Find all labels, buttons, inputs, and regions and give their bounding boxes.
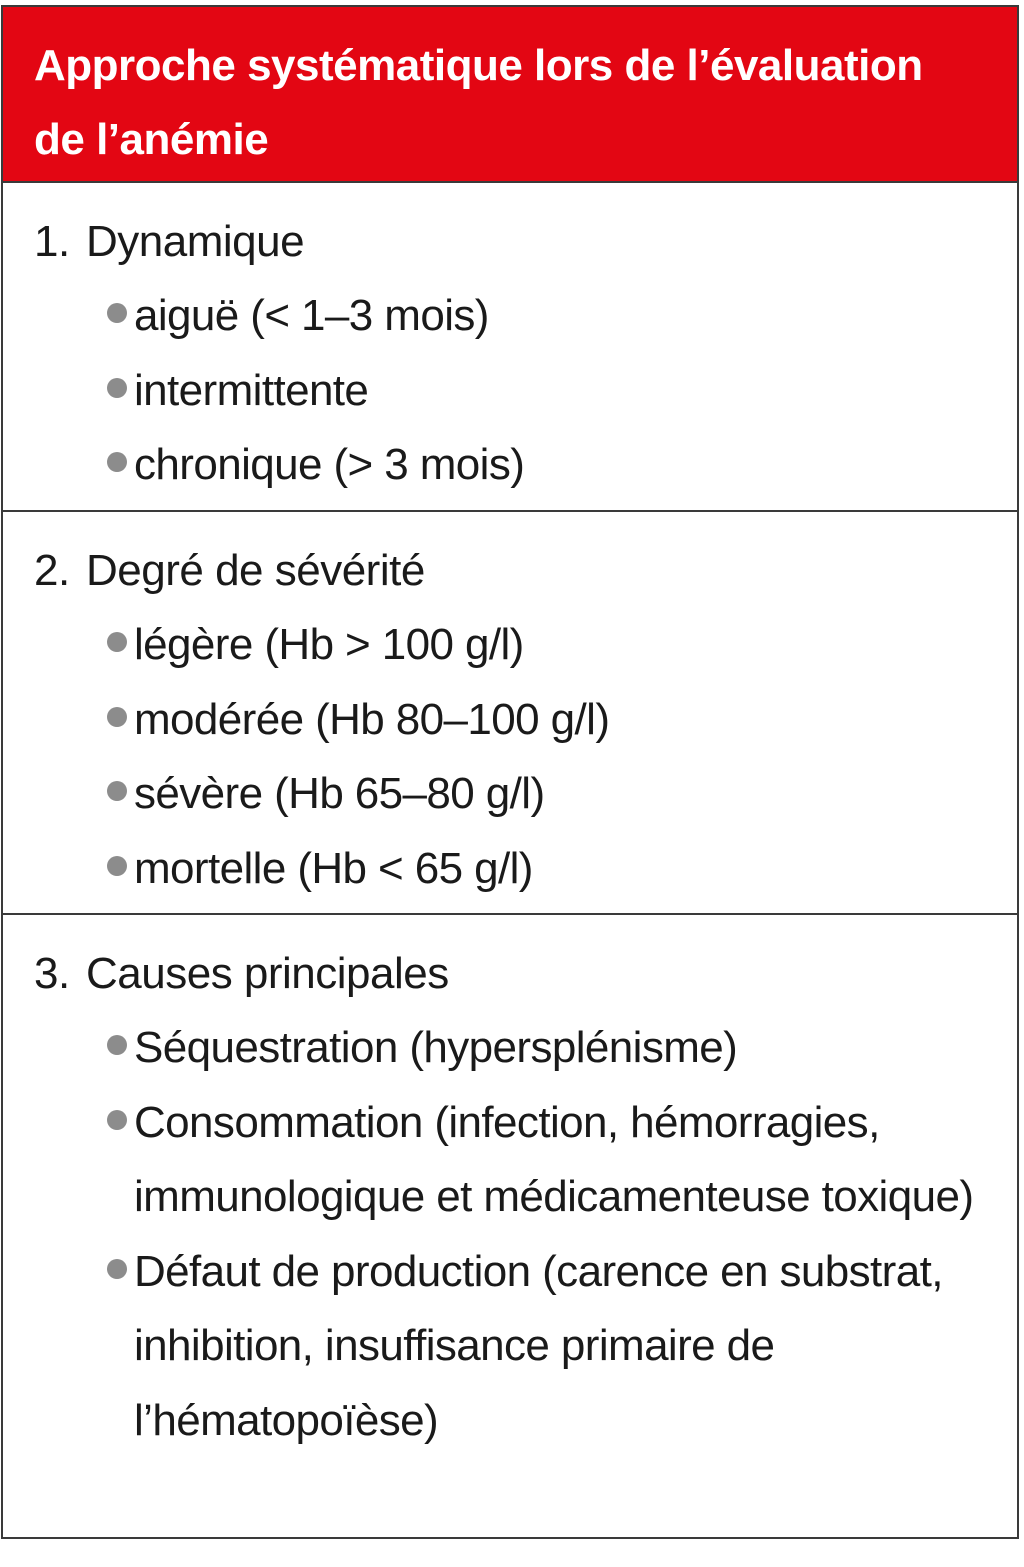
section-label: Degré de sévérité — [86, 546, 425, 595]
section-severite — [3, 512, 1017, 915]
list-item-text: modérée (Hb 80–100 g/l) — [134, 694, 610, 744]
list-item-text: chronique (> 3 mois) — [134, 440, 525, 489]
bullet-icon — [107, 632, 127, 652]
section-number: 3. — [34, 949, 70, 998]
section-title — [34, 937, 449, 1011]
list-item-text: mortelle (Hb < 65 g/l) — [134, 843, 533, 893]
list-item — [3, 608, 1017, 683]
list-item-text: Séquestration (hypersplénisme) — [134, 1023, 738, 1072]
bullet-icon — [107, 1110, 127, 1130]
bullet-icon — [107, 707, 127, 727]
bullet-icon — [107, 856, 127, 876]
bullet-icon — [107, 1259, 127, 1279]
table-header — [3, 7, 1017, 183]
list-item — [3, 428, 1017, 503]
bullet-icon — [107, 452, 127, 472]
list-item — [3, 279, 1017, 354]
list-item-text: légère (Hb > 100 g/l) — [134, 620, 524, 669]
list-item — [3, 1235, 1017, 1459]
list-item-text: sévère (Hb 65–80 g/l) — [134, 769, 545, 818]
list-item-text: intermittente — [134, 365, 369, 415]
bullet-list — [3, 279, 1017, 503]
list-item — [3, 1086, 1017, 1235]
section-dynamique — [3, 183, 1017, 512]
section-label: Dynamique — [86, 217, 305, 266]
info-table — [1, 5, 1019, 1539]
table-title: Approche systématique lors de l’évaluation de l’anémie — [34, 41, 923, 164]
bullet-list — [3, 1011, 1017, 1458]
list-item — [3, 832, 1017, 907]
bullet-icon — [107, 303, 127, 323]
list-item-text: Défaut de production (carence en substrat, inhibition, insuffisance primaire de l’hématopoïèse) — [134, 1246, 943, 1445]
list-item — [3, 1011, 1017, 1086]
section-label: Causes principales — [86, 949, 449, 998]
bullet-icon — [107, 378, 127, 398]
bullet-list — [3, 608, 1017, 906]
list-item-text: Consommation (infection, hémorragies, immunologique et médicamenteuse toxique) — [134, 1097, 974, 1221]
list-item — [3, 757, 1017, 832]
bullet-icon — [107, 1035, 127, 1055]
section-title — [34, 534, 425, 608]
list-item — [3, 354, 1017, 429]
bullet-icon — [107, 781, 127, 801]
section-title — [34, 205, 304, 279]
list-item — [3, 683, 1017, 758]
list-item-text: aiguë (< 1–3 mois) — [134, 291, 489, 340]
section-causes — [3, 915, 1017, 1539]
section-number: 1. — [34, 217, 70, 266]
section-number: 2. — [34, 546, 70, 595]
